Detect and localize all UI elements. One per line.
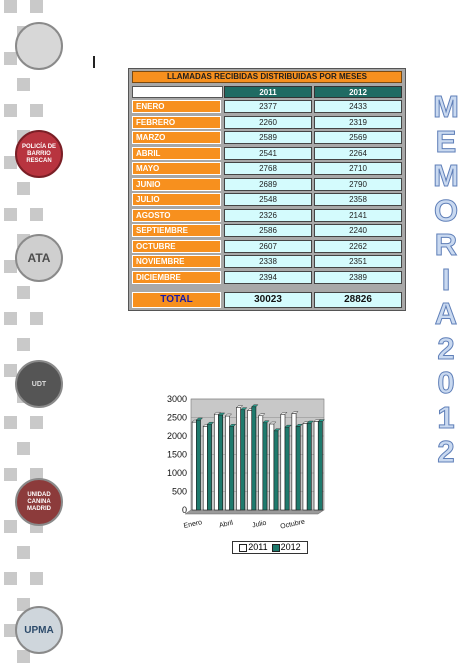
table-row	[132, 147, 404, 160]
table-row	[132, 209, 404, 222]
checker-square	[4, 52, 17, 65]
value-2011-cell: 2541	[224, 147, 312, 160]
value-2012-cell: 2389	[314, 271, 402, 284]
vertical-letter: 1	[437, 399, 455, 435]
checker-square	[30, 208, 43, 221]
checker-square	[17, 338, 30, 351]
value-2011-cell: 2589	[224, 131, 312, 144]
x-tick-label: Julio	[251, 519, 268, 530]
value-2011-cell: 2586	[224, 224, 312, 237]
value-2012-cell: 2433	[314, 100, 402, 113]
month-cell: OCTUBRE	[132, 240, 221, 253]
checker-square	[4, 208, 17, 221]
memoria-2012-vertical-title	[425, 90, 467, 470]
bar-2011-febrero	[203, 426, 207, 510]
bar-2011-enero	[192, 422, 196, 510]
month-cell: JULIO	[132, 193, 221, 206]
value-2011-cell: 2548	[224, 193, 312, 206]
y-tick-label: 0	[181, 505, 187, 515]
checker-square	[17, 78, 30, 91]
bar-2012-julio	[263, 423, 267, 510]
value-2011-cell: 2260	[224, 116, 312, 129]
checker-square	[30, 572, 43, 585]
value-2012-cell: 2790	[314, 178, 402, 191]
plot-floor	[185, 510, 324, 514]
x-tick-label: Abril	[218, 519, 234, 530]
checker-square	[4, 104, 17, 117]
table-row	[132, 178, 404, 191]
bar-2011-junio	[248, 411, 252, 510]
vertical-letter: E	[435, 123, 457, 159]
bar-2011-octubre	[292, 414, 296, 510]
month-cell: FEBRERO	[132, 116, 221, 129]
total-2012: 28826	[314, 292, 402, 308]
table-title: LLAMADAS RECIBIDAS DISTRIBUIDAS POR MESES	[132, 71, 402, 83]
bar-2012-agosto	[274, 431, 278, 510]
legend-item-2011: 2011	[239, 542, 267, 553]
value-2012-cell: 2141	[314, 209, 402, 222]
checker-square	[4, 0, 17, 13]
y-tick-label: 2000	[166, 431, 187, 441]
total-label: TOTAL	[132, 292, 221, 308]
month-cell: NOVIEMBRE	[132, 255, 221, 268]
header-2011: 2011	[224, 86, 312, 98]
checker-square	[4, 520, 17, 533]
value-2012-cell: 2319	[314, 116, 402, 129]
month-cell: JUNIO	[132, 178, 221, 191]
value-2012-cell: 2262	[314, 240, 402, 253]
bar-2011-marzo	[214, 414, 218, 510]
bar-2012-septiembre	[285, 427, 289, 510]
udt-logo: UDT	[15, 360, 63, 408]
value-2012-cell: 2351	[314, 255, 402, 268]
shield-logo-icon	[15, 22, 63, 70]
bar-2012-febrero	[207, 424, 211, 510]
vertical-letter: 2	[437, 434, 455, 469]
checker-square	[17, 546, 30, 559]
month-cell: AGOSTO	[132, 209, 221, 222]
value-2012-cell: 2240	[314, 224, 402, 237]
vertical-letter: I	[441, 261, 451, 297]
table-row	[132, 116, 404, 129]
header-2012: 2012	[314, 86, 402, 98]
x-tick-label: Octubre	[279, 518, 306, 531]
calls-table	[128, 68, 406, 311]
checker-square	[4, 364, 17, 377]
upma-logo: UPMA	[15, 606, 63, 654]
checker-square	[17, 182, 30, 195]
value-2011-cell: 2394	[224, 271, 312, 284]
vertical-letter: O	[433, 192, 459, 228]
checker-square	[4, 468, 17, 481]
checker-square	[30, 104, 43, 117]
vertical-letter: 2	[437, 330, 455, 366]
checker-square	[17, 650, 30, 663]
total-2011: 30023	[224, 292, 312, 308]
table-row	[132, 255, 404, 268]
bar-2011-agosto	[270, 424, 274, 510]
month-cell: MARZO	[132, 131, 221, 144]
month-cell: ENERO	[132, 100, 221, 113]
table-row	[132, 224, 404, 237]
value-2012-cell: 2569	[314, 131, 402, 144]
y-tick-label: 500	[171, 486, 187, 497]
checker-square	[4, 572, 17, 585]
y-tick-label: 1500	[166, 449, 187, 460]
bar-2011-julio	[259, 416, 263, 510]
vertical-letter: A	[434, 296, 458, 331]
calls-bar-chart	[156, 386, 324, 566]
table-row	[132, 240, 404, 253]
value-2011-cell: 2338	[224, 255, 312, 268]
value-2011-cell: 2377	[224, 100, 312, 113]
month-cell: DICIEMBRE	[132, 271, 221, 284]
table-row	[132, 131, 404, 144]
table-row	[132, 193, 404, 206]
table-header-blank	[132, 86, 223, 98]
bar-2012-mayo	[241, 410, 245, 510]
month-cell: MAYO	[132, 162, 221, 175]
checker-square	[17, 286, 30, 299]
text-cursor	[93, 56, 95, 68]
y-tick-label: 2500	[166, 412, 187, 423]
month-cell: ABRIL	[132, 147, 221, 160]
bar-2011-diciembre	[314, 421, 318, 510]
police-badge-logo: POLICÍA DE BARRIO RESCAN	[15, 130, 63, 178]
value-2012-cell: 2358	[314, 193, 402, 206]
value-2011-cell: 2326	[224, 209, 312, 222]
canine-unit-logo: UNIDAD CANINA MADRID	[15, 478, 63, 526]
value-2012-cell: 2264	[314, 147, 402, 160]
value-2012-cell: 2710	[314, 162, 402, 175]
table-row	[132, 271, 404, 284]
bar-2012-abril	[230, 426, 234, 510]
table-row	[132, 162, 404, 175]
bar-2011-abril	[225, 416, 229, 510]
table-row	[132, 100, 404, 113]
checker-square	[4, 416, 17, 429]
vertical-letter: M	[433, 89, 459, 124]
bar-2012-octubre	[296, 426, 300, 510]
checker-square	[30, 0, 43, 13]
bar-2012-noviembre	[307, 423, 311, 510]
legend-item-2012: 2012	[272, 542, 301, 553]
bar-2012-marzo	[218, 415, 222, 510]
bar-2011-mayo	[236, 408, 240, 510]
vertical-letter: R	[434, 227, 458, 262]
chart-svg	[156, 386, 324, 536]
bar-2012-junio	[252, 407, 256, 510]
vertical-letter: M	[433, 158, 459, 193]
chart-legend	[232, 541, 308, 554]
x-tick-label: Enero	[183, 519, 203, 530]
value-2011-cell: 2768	[224, 162, 312, 175]
bar-2011-noviembre	[303, 423, 307, 510]
checker-square	[30, 416, 43, 429]
month-cell: SEPTIEMBRE	[132, 224, 221, 237]
vertical-letter: 0	[437, 365, 455, 400]
bar-2011-septiembre	[281, 414, 285, 510]
value-2011-cell: 2607	[224, 240, 312, 253]
checker-square	[17, 442, 30, 455]
checker-square	[4, 312, 17, 325]
value-2011-cell: 2689	[224, 178, 312, 191]
checker-strip	[4, 0, 64, 672]
bar-2012-diciembre	[318, 422, 322, 510]
y-tick-label: 1000	[166, 468, 187, 478]
checker-square	[30, 312, 43, 325]
ata-logo: ATA	[15, 234, 63, 282]
bar-2012-enero	[196, 420, 200, 510]
y-tick-label: 3000	[166, 394, 187, 404]
